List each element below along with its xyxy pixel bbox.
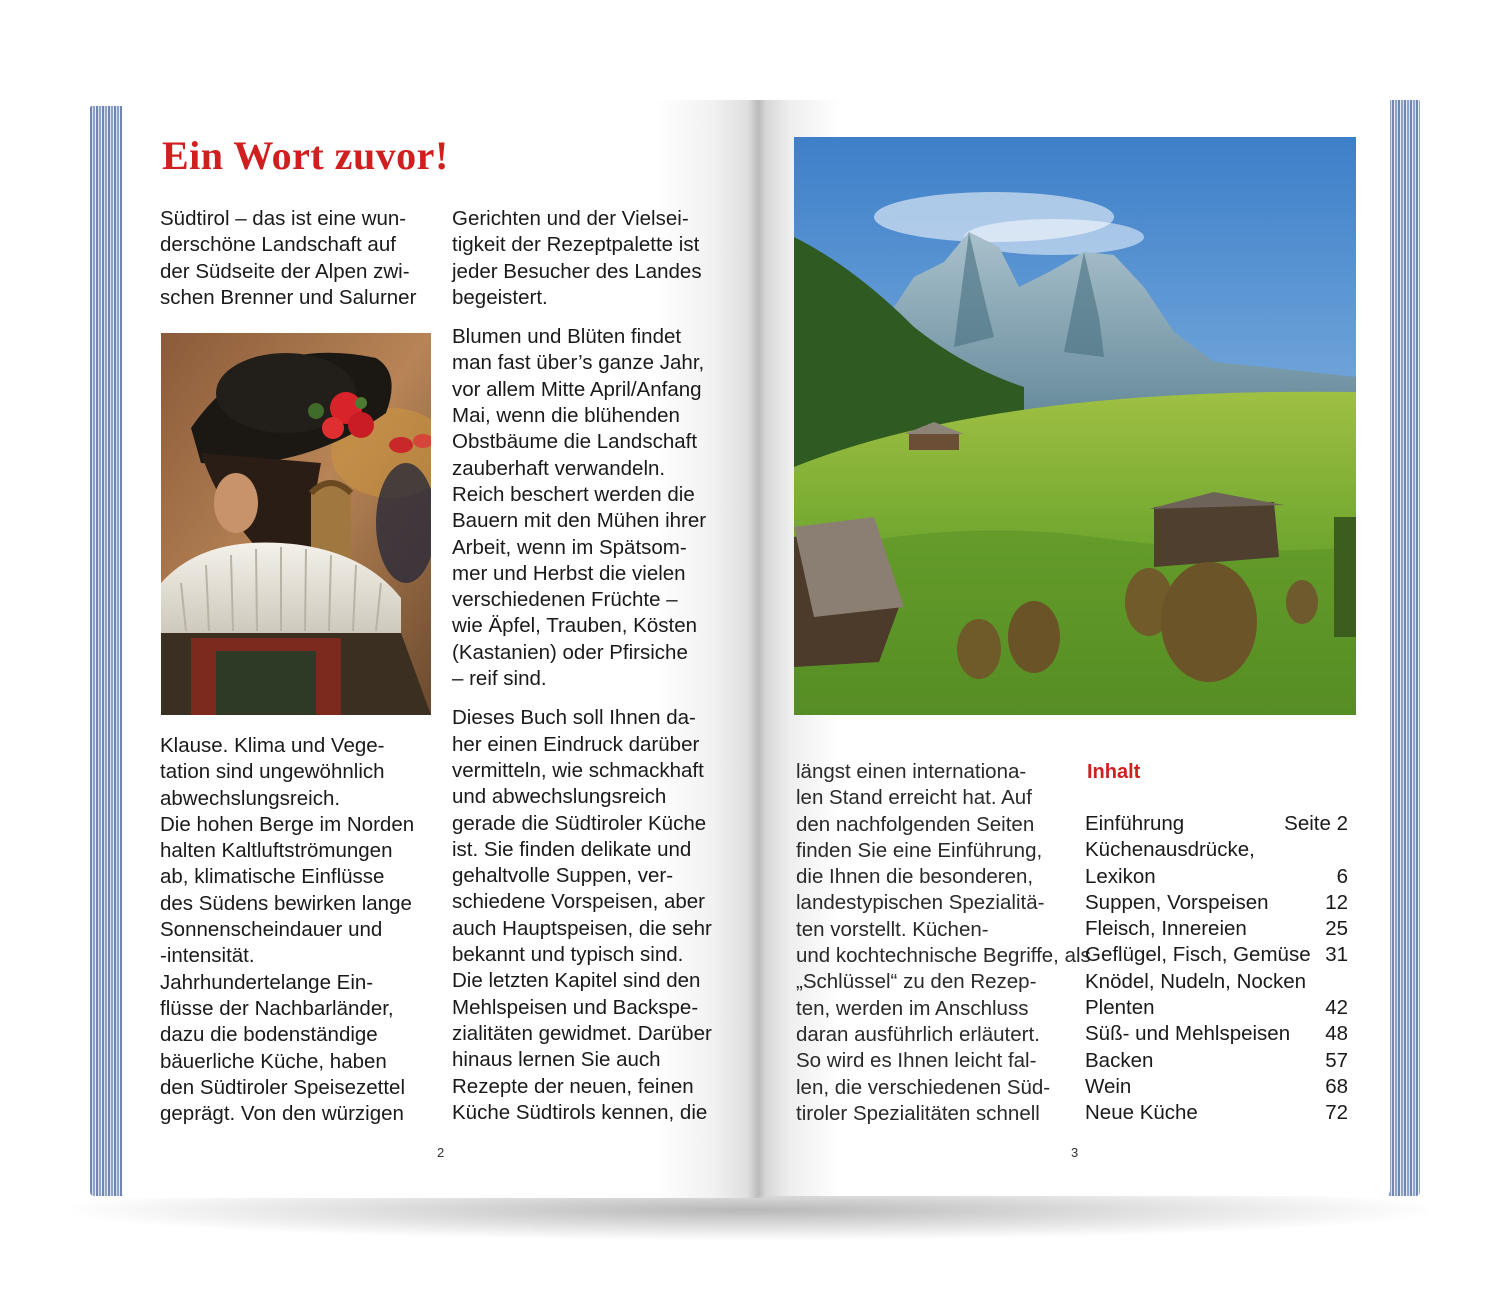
- toc-title: Inhalt: [1087, 761, 1141, 783]
- toc-entry-title: Lexikon: [1085, 864, 1156, 888]
- toc-entry-page: 31: [1325, 943, 1348, 967]
- text-line: landestypischen Spezialitä-: [796, 891, 1045, 915]
- text-line: Jahrhundertelange Ein-: [160, 970, 374, 994]
- text-line: schiedene Vorspeisen, aber: [452, 890, 706, 914]
- text-line: len, die verschiedenen Süd-: [796, 1075, 1051, 1099]
- text-line: hinaus lernen Sie auch: [452, 1048, 661, 1072]
- toc-entry-title: Suppen, Vorspeisen: [1085, 890, 1269, 914]
- paragraph-gap: [452, 692, 732, 705]
- toc-entry-page: 6: [1336, 864, 1348, 888]
- text-line: gerade die Südtiroler Küche: [452, 811, 707, 835]
- text-line: Die letzten Kapitel sind den: [452, 969, 701, 993]
- text-line: So wird es Ihnen leicht fal-: [796, 1049, 1037, 1073]
- page-headline: Ein Wort zuvor!: [162, 133, 449, 178]
- toc-entry-title: Fleisch, Innereien: [1085, 917, 1247, 941]
- text-line: zialitäten gewidmet. Darüber: [452, 1021, 712, 1045]
- toc-entry-title: Einführung: [1085, 812, 1185, 835]
- text-line: bäuerliche Küche, haben: [160, 1049, 387, 1073]
- text-line: des Südens bewirken lange: [160, 891, 412, 915]
- book-edge-right: [1388, 100, 1420, 1196]
- toc-entry: [1085, 995, 1348, 1021]
- text-line: Bauern mit den Mühen ihrer: [452, 509, 707, 533]
- text-line: Gerichten und der Vielsei-: [452, 207, 689, 230]
- text-line: gehaltvolle Suppen, ver-: [452, 864, 674, 888]
- text-line: vermitteln, wie schmackhaft: [452, 758, 704, 782]
- page-number-left: 2: [437, 1145, 445, 1160]
- toc-entry: [1085, 1100, 1348, 1126]
- left-col2: [452, 206, 732, 1126]
- toc-entry: [1085, 969, 1348, 995]
- text-line: tation sind ungewöhnlich: [160, 760, 385, 784]
- text-line: jeder Besucher des Landes: [452, 259, 702, 283]
- text-line: vor allem Mitte April/Anfang: [452, 377, 702, 401]
- toc-entry-page: 72: [1325, 1101, 1348, 1125]
- text-line: (Kastanien) oder Pfirsiche: [452, 640, 688, 664]
- text-line: Rezepte der neuen, feinen: [452, 1074, 694, 1098]
- text-line: mer und Herbst die vielen: [452, 561, 686, 585]
- text-line: den Südtiroler Speisezettel: [160, 1075, 406, 1099]
- text-line: zauberhaft verwandeln.: [452, 456, 666, 480]
- toc-entry-title: Süß- und Mehlspeisen: [1085, 1022, 1291, 1046]
- text-line: Blumen und Blüten findet: [452, 325, 682, 349]
- toc-entry: [1085, 1074, 1348, 1100]
- toc-entry: [1085, 916, 1348, 942]
- toc-entry-title: Backen: [1085, 1048, 1154, 1072]
- toc-entry-title: Küchenausdrücke,: [1085, 838, 1255, 862]
- text-line: geprägt. Von den würzigen: [160, 1102, 404, 1126]
- text-line: Sonnenscheindauer und: [160, 918, 383, 942]
- left-col1-top: [160, 206, 432, 311]
- text-line: halten Kaltluftströmungen: [160, 839, 393, 863]
- toc-entry-title: Geflügel, Fisch, Gemüse: [1085, 943, 1311, 967]
- text-line: Obstbäume die Landschaft: [452, 430, 698, 454]
- text-line: auch Hauptspeisen, die sehr: [452, 916, 712, 940]
- text-line: der Südseite der Alpen zwi-: [160, 259, 410, 283]
- paragraph-gap: [452, 311, 732, 324]
- text-line: Dieses Buch soll Ihnen da-: [452, 706, 696, 730]
- toc-entry-page: 57: [1325, 1048, 1348, 1072]
- text-line: tigkeit der Rezeptpalette ist: [452, 233, 700, 257]
- toc-entry-page: 25: [1325, 917, 1348, 941]
- text-line: Klause. Klima und Vege-: [160, 734, 385, 757]
- toc-entry-page: 42: [1325, 996, 1348, 1020]
- text-line: Mai, wenn die blühenden: [452, 404, 680, 428]
- text-line: flüsse der Nachbarländer,: [160, 996, 394, 1020]
- text-line: Küche Südtirols kennen, die: [452, 1100, 708, 1124]
- text-line: ten vorstellt. Küchen-: [796, 917, 989, 941]
- text-line: derschöne Landschaft auf: [160, 233, 396, 257]
- toc-entry-title: Knödel, Nudeln, Nocken: [1085, 969, 1307, 993]
- text-line: den nachfolgenden Seiten: [796, 812, 1035, 836]
- photo-traditional-costume: [161, 333, 431, 715]
- text-line: Südtirol – das ist eine wun-: [160, 207, 407, 230]
- table-of-contents: [1085, 811, 1348, 1127]
- text-line: finden Sie eine Einführung,: [796, 838, 1043, 862]
- text-line: Reich beschert werden die: [452, 482, 695, 506]
- toc-entry-page: 12: [1325, 890, 1348, 914]
- text-line: begeistert.: [452, 285, 548, 309]
- toc-entry-title: Plenten: [1085, 996, 1155, 1020]
- toc-entry: [1085, 837, 1348, 863]
- page-number-right: 3: [1071, 1145, 1079, 1160]
- text-line: ab, klimatische Einflüsse: [160, 865, 385, 889]
- text-line: wie Äpfel, Trauben, Kösten: [452, 614, 698, 638]
- text-line: „Schlüssel“ zu den Rezep-: [796, 970, 1037, 994]
- text-line: und kochtechnische Begriffe, als: [796, 944, 1091, 968]
- text-line: Die hohen Berge im Norden: [160, 812, 415, 836]
- text-line: verschiedenen Früchte –: [452, 588, 678, 612]
- text-line: ten, werden im Anschluss: [796, 996, 1029, 1020]
- text-line: – reif sind.: [452, 667, 547, 691]
- toc-entry: [1085, 942, 1348, 968]
- text-line: daran ausführlich erläutert.: [796, 1022, 1040, 1046]
- text-line: -intensität.: [160, 944, 255, 968]
- text-line: her einen Eindruck darüber: [452, 732, 700, 756]
- text-line: schen Brenner und Salurner: [160, 285, 417, 309]
- text-line: und abwechslungsreich: [452, 785, 667, 809]
- text-line: Arbeit, wenn im Spätsom-: [452, 535, 687, 559]
- text-line: man fast über’s ganze Jahr,: [452, 351, 705, 375]
- text-line: abwechslungsreich.: [160, 786, 341, 810]
- toc-entry-page: 68: [1325, 1074, 1348, 1098]
- toc-entry-title: Neue Küche: [1085, 1101, 1198, 1125]
- toc-entry: [1085, 1021, 1348, 1047]
- toc-entry: [1085, 1048, 1348, 1074]
- toc-entry-title: Wein: [1085, 1074, 1132, 1098]
- toc-entry-page: Seite 2: [1284, 812, 1348, 835]
- right-col1: [796, 759, 1091, 1127]
- text-line: len Stand erreicht hat. Auf: [796, 786, 1032, 810]
- text-line: längst einen internationa-: [796, 760, 1027, 783]
- toc-entry: [1085, 864, 1348, 890]
- photo-alpine-landscape: [794, 137, 1356, 715]
- text-line: die Ihnen die besonderen,: [796, 865, 1034, 889]
- book-gutter: [748, 100, 766, 1198]
- toc-entry: [1085, 811, 1348, 837]
- text-line: ist. Sie finden delikate und: [452, 837, 692, 861]
- text-line: bekannt und typisch sind.: [452, 943, 684, 967]
- left-col1-bottom: [160, 733, 432, 1127]
- text-line: Mehlspeisen und Backspe-: [452, 995, 699, 1019]
- toc-entry-page: 48: [1325, 1022, 1348, 1046]
- text-line: dazu die bodenständige: [160, 1023, 378, 1047]
- text-line: tiroler Spezialitäten schnell: [796, 1101, 1040, 1125]
- toc-entry: [1085, 890, 1348, 916]
